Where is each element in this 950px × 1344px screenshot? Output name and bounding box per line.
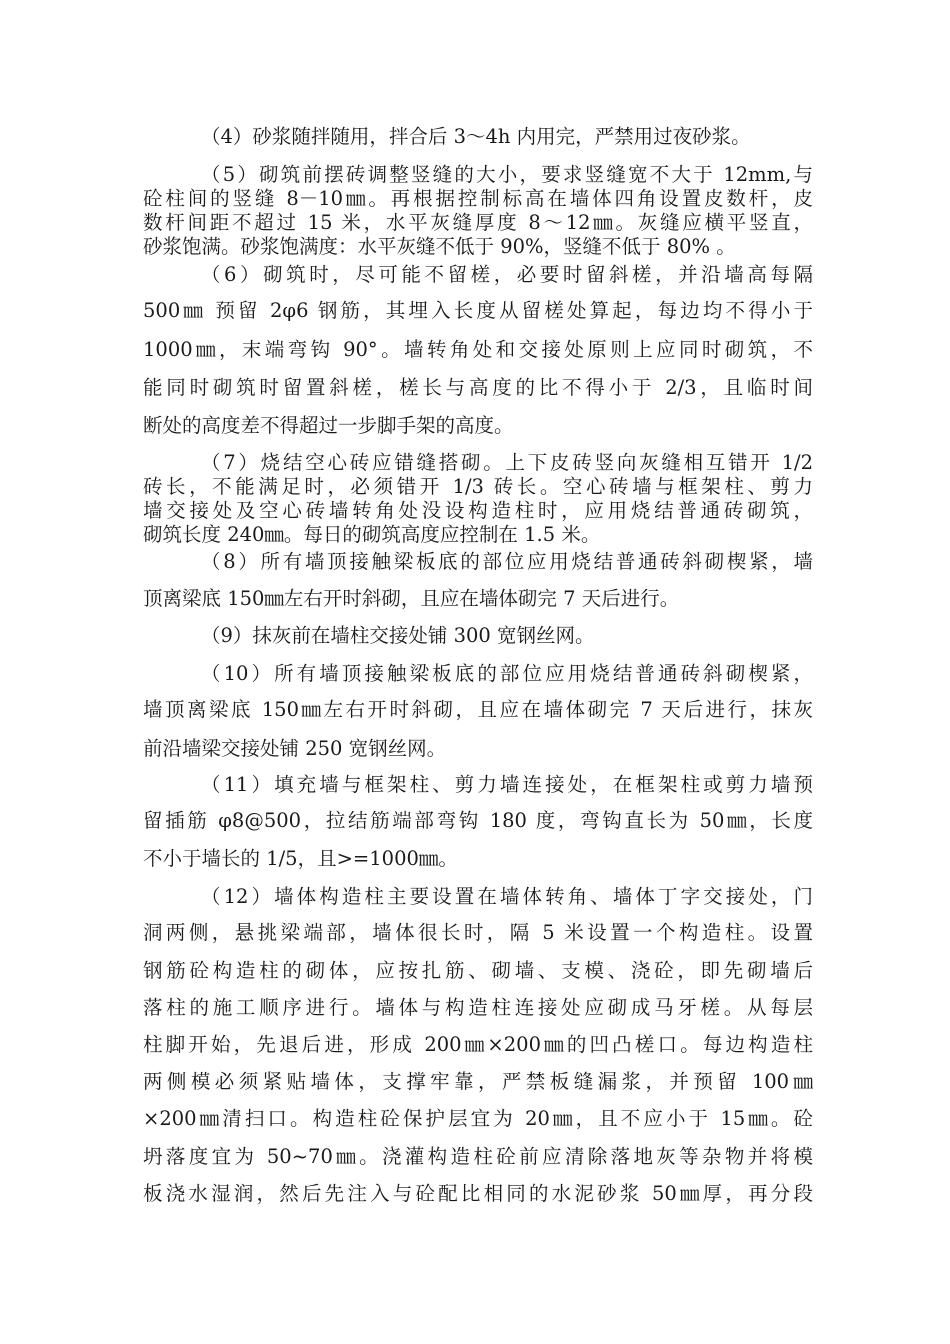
paragraph-9-line-1: （9）抹灰前在墙柱交接处铺 300 宽钢丝网。 [201, 624, 595, 647]
paragraph-8-line-2: 顶离梁底 150㎜左右开时斜砌，且应在墙体砌完 7 天后进行。 [143, 587, 680, 610]
paragraph-5-line-1: （5）砌筑前摆砖调整竖缝的大小，要求竖缝宽不大于 12mm,与 [201, 163, 813, 186]
paragraph-12-line-3: 钢筋砼构造柱的砌体，应按扎筋、砌墙、支模、浇砼，即先砌墙后 [143, 959, 813, 982]
paragraph-5-line-2: 砼柱间的竖缝 8－10㎜。再根据控制标高在墙体四角设置皮数杆，皮 [143, 187, 813, 210]
paragraph-10-line-3: 前沿墙梁交接处铺 250 宽钢丝网。 [143, 737, 447, 760]
paragraph-12-line-9: 板浇水湿润，然后先注入与砼配比相同的水泥砂浆 50㎜厚，再分段 [143, 1182, 813, 1205]
paragraph-6-line-2: 500㎜ 预留 2φ6 钢筋，其埋入长度从留槎处算起，每边均不得小于 [143, 299, 813, 322]
paragraph-12-line-5: 柱脚开始，先退后进，形成 200㎜×200㎜的凹凸槎口。每边构造柱 [143, 1033, 813, 1056]
paragraph-5-line-4: 砂浆饱满。砂浆饱满度：水平灰缝不低于 90%，竖缝不低于 80% 。 [143, 235, 736, 258]
paragraph-12-line-1: （12）墙体构造柱主要设置在墙体转角、墙体丁字交接处，门 [201, 885, 813, 908]
paragraph-12-line-4: 落柱的施工顺序进行。墙体与构造柱连接处应砌成马牙槎。从每层 [143, 996, 813, 1019]
paragraph-11-line-2: 留插筋 φ8@500，拉结筋端部弯钩 180 度，弯钩直长为 50㎜，长度 [143, 809, 813, 832]
paragraph-7-line-2: 砖长，不能满足时，必须错开 1/3 砖长。空心砖墙与框架柱、剪力 [143, 475, 813, 498]
paragraph-12-line-7: ×200㎜清扫口。构造柱砼保护层宜为 20㎜，且不应小于 15㎜。砼 [143, 1107, 813, 1130]
paragraph-6-line-4: 能同时砌筑时留置斜槎，槎长与高度的比不得小于 2/3，且临时间 [143, 376, 813, 399]
paragraph-7-line-3: 墙交接处及空心砖墙转角处没设构造柱时，应用烧结普通砖砌筑， [143, 499, 813, 522]
paragraph-6-line-3: 1000㎜，末端弯钩 90°。墙转角处和交接处原则上应同时砌筑，不 [143, 338, 813, 361]
paragraph-7-line-4: 砌筑长度 240㎜。每日的砌筑高度应控制在 1.5 米。 [143, 523, 601, 546]
paragraph-12-line-2: 洞两侧，悬挑梁端部，墙体很长时，隔 5 米设置一个构造柱。设置 [143, 921, 813, 944]
paragraph-11-line-3: 不小于墙长的 1/5，且>=1000㎜。 [143, 847, 458, 870]
paragraph-7-line-1: （7）烧结空心砖应错缝搭砌。上下皮砖竖向灰缝相互错开 1/2 [201, 451, 813, 474]
paragraph-10-line-2: 墙顶离梁底 150㎜左右开时斜砌，且应在墙体砌完 7 天后进行，抹灰 [143, 698, 813, 721]
paragraph-12-line-8: 坍落度宜为 50~70㎜。浇灌构造柱砼前应清除落地灰等杂物并将模 [143, 1145, 813, 1168]
paragraph-10-line-1: （10）所有墙顶接触梁板底的部位应用烧结普通砖斜砌楔紧， [201, 662, 813, 685]
paragraph-8-line-1: （8）所有墙顶接触梁板底的部位应用烧结普通砖斜砌楔紧，墙 [201, 550, 813, 573]
paragraph-5-line-3: 数杆间距不超过 15 米，水平灰缝厚度 8～12㎜。灰缝应横平竖直， [143, 211, 813, 234]
paragraph-6-line-5: 断处的高度差不得超过一步脚手架的高度。 [143, 414, 514, 437]
paragraph-11-line-1: （11）填充墙与框架柱、剪力墙连接处，在框架柱或剪力墙预 [201, 773, 813, 796]
paragraph-6-line-1: （6）砌筑时，尽可能不留槎，必要时留斜槎，并沿墙高每隔 [201, 263, 813, 286]
paragraph-4-line-1: （4）砂浆随拌随用，拌合后 3～4h 内用完，严禁用过夜砂浆。 [201, 125, 751, 148]
paragraph-12-line-6: 两侧模必须紧贴墙体，支撑牢靠，严禁板缝漏浆，并预留 100㎜ [143, 1070, 813, 1093]
